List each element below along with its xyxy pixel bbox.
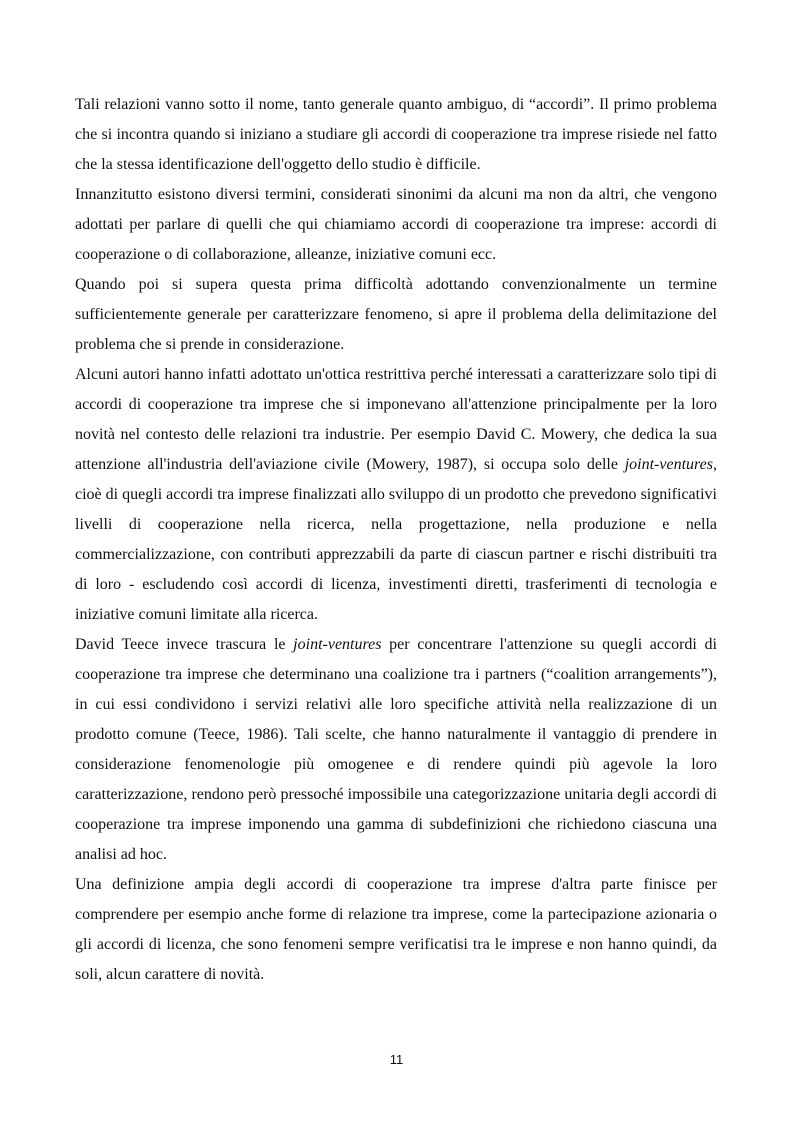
paragraph (75, 90, 717, 180)
paragraph (75, 180, 717, 270)
paragraph-text: per concentrare l'attenzione su quegli accordi di cooperazione tra imprese che determinano una coalizione tra i partners (“coalition arrangements”), in cui essi condividono i servizi relativi alle loro specifiche attività nella realizzazione di un prodotto comune (Teece, 1986). Tali scelte, che hanno naturalmente il vantaggio di prendere in considerazione fenomenologie più omogenee e di rendere quindi più agevole la loro caratterizzazione, rendono però pressoché impossibile una categorizzazione unitaria degli accordi di cooperazione tra imprese imponendo una gamma di subdefinizioni che richiedono ciascuna una analisi ad hoc. (75, 636, 717, 863)
paragraph (75, 870, 717, 990)
paragraph-text: David Teece invece trascura le (75, 636, 294, 653)
paragraph-text: Quando poi si supera questa prima difficoltà adottando convenzionalmente un termine sufficientemente generale per caratterizzare fenomeno, si apre il problema della delimitazione del problema che si prende in considerazione. (75, 276, 717, 353)
page-number: 11 (389, 1052, 404, 1067)
paragraph-text: Innanzitutto esistono diversi termini, considerati sinonimi da alcuni ma non da altri, che vengono adottati per parlare di quelli che qui chiamiamo accordi di cooperazione tra imprese: accordi di cooperazione o di collaborazione, alleanze, iniziative comuni ecc. (75, 186, 717, 263)
paragraph (75, 270, 717, 360)
paragraph-text: Alcuni autori hanno infatti adottato un'ottica restrittiva perché interessati a caratterizzare solo tipi di accordi di cooperazione tra imprese che si imponevano all'attenzione principalmente per la loro novità nel contesto delle relazioni tra industrie. Per esempio David C. Mowery, che dedica la sua attenzione all'industria dell'aviazione civile (Mowery, 1987), si occupa solo delle (75, 366, 717, 473)
paragraph (75, 360, 717, 630)
paragraph-text: Una definizione ampia degli accordi di cooperazione tra imprese d'altra parte finisce per comprendere per esempio anche forme di relazione tra imprese, come la partecipazione azionaria o gli accordi di licenza, che sono fenomeni sempre verificatisi tra le imprese e non hanno quindi, da soli, alcun carattere di novità. (75, 876, 717, 983)
paragraph (75, 630, 717, 870)
italic-term: joint-ventures (293, 636, 382, 653)
paragraph-text: Tali relazioni vanno sotto il nome, tanto generale quanto ambiguo, di “accordi”. Il primo problema che si incontra quando si iniziano a studiare gli accordi di cooperazione tra imprese risiede nel fatto che la stessa identificazione dell'oggetto dello studio è difficile. (75, 96, 717, 173)
paragraph-text: , cioè di quegli accordi tra imprese finalizzati allo sviluppo di un prodotto che prevedono significativi livelli di cooperazione nella ricerca, nella progettazione, nella produzione e nella commercializzazione, con contributi apprezzabili da parte di ciascun partner e rischi distribuiti tra di loro - escludendo così accordi di licenza, investimenti diretti, trasferimenti di tecnologia e iniziative comuni limitate alla ricerca. (75, 456, 717, 623)
document-body (75, 90, 717, 990)
italic-term: joint-ventures (624, 456, 713, 473)
